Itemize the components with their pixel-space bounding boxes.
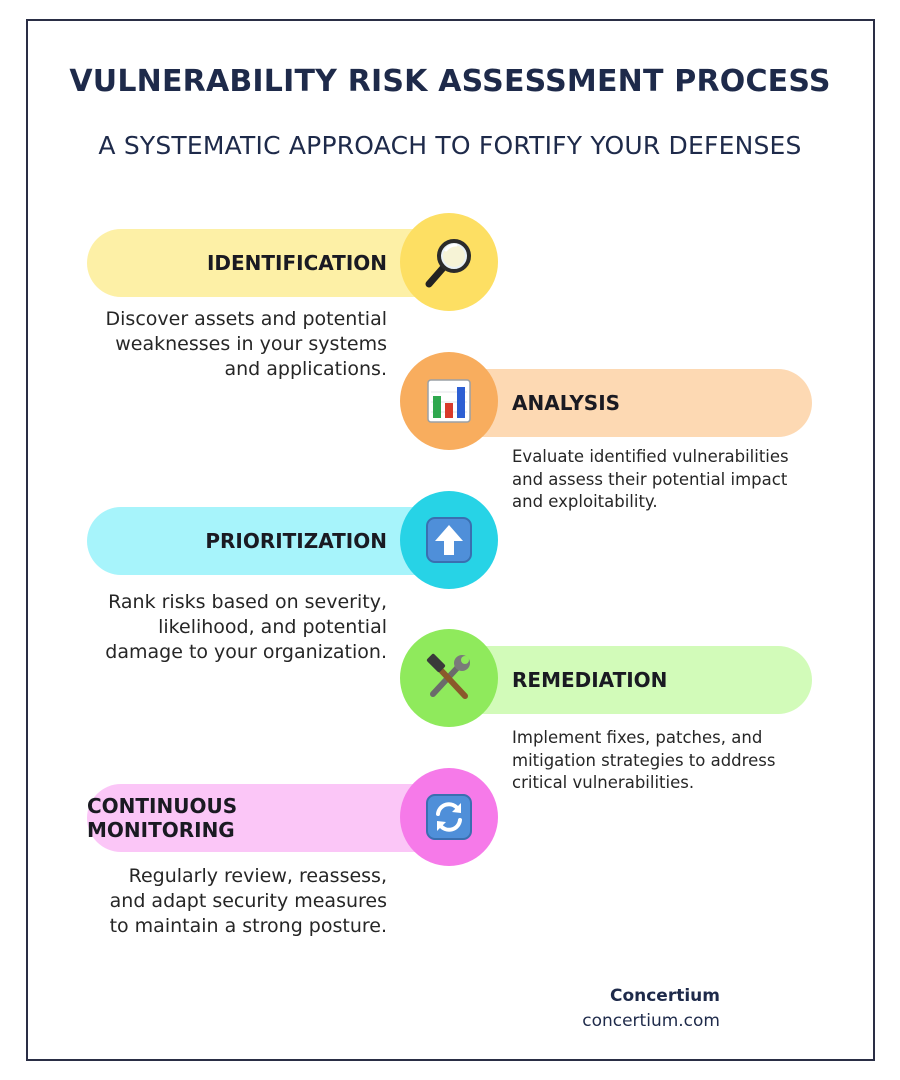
step-prioritization-pill (87, 507, 447, 575)
hammer-wrench-icon (423, 652, 475, 704)
step-analysis-badge (400, 352, 498, 450)
step-remediation-pill (450, 646, 812, 714)
bar-chart-icon (425, 377, 473, 425)
step-remediation-badge (400, 629, 498, 727)
footer-company-name: Concertium (609, 986, 720, 1006)
step-prioritization-badge (400, 491, 498, 589)
step-identification-badge (400, 213, 498, 311)
step-analysis-pill (450, 369, 812, 437)
step-remediation-description: Implement fixes, patches, and mitigation strategies to address critical vulnerabilities. (512, 728, 776, 792)
footer-website-link[interactable]: concertium.com (582, 1011, 720, 1031)
step-prioritization-description: Rank risks based on severity, likelihood, and potential damage to your organization. (105, 591, 387, 663)
step-identification-pill (87, 229, 447, 297)
page-subtitle: A SYSTEMATIC APPROACH TO FORTIFY YOUR DEFENSES (98, 131, 802, 160)
up-arrow-icon (425, 516, 473, 564)
step-continuous-monitoring-badge (400, 768, 498, 866)
refresh-arrows-icon (425, 793, 473, 841)
step-continuous-monitoring-label: CONTINUOUS MONITORING (87, 794, 238, 842)
page-title: VULNERABILITY RISK ASSESSMENT PROCESS (69, 64, 831, 99)
step-analysis-label: ANALYSIS (512, 391, 621, 415)
step-identification-description: Discover assets and potential weaknesses in your systems and applications. (105, 308, 387, 380)
magnifying-glass-icon (422, 235, 476, 289)
step-remediation-label: REMEDIATION (512, 668, 668, 692)
step-continuous-monitoring-pill (87, 784, 447, 852)
step-prioritization-label: PRIORITIZATION (205, 529, 387, 553)
step-analysis-description: Evaluate identified vulnerabilities and assess their potential impact and exploitability. (512, 447, 789, 511)
step-continuous-monitoring-description: Regularly review, reassess, and adapt security measures to maintain a strong posture. (109, 865, 387, 937)
step-identification-label: IDENTIFICATION (206, 251, 387, 275)
